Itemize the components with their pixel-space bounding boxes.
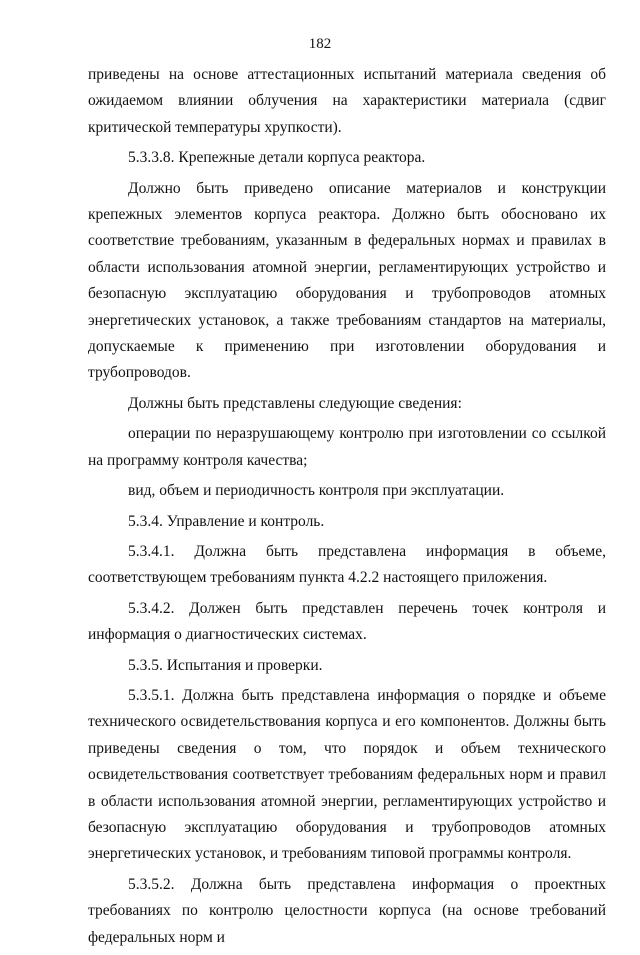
- paragraph-5-3-4-2: 5.3.4.2. Должен быть представлен перечень точек контроля и информация о диагностических системах.: [88, 599, 606, 644]
- list-item-ndt-operations: операции по неразрушающему контролю при изготовлении со ссылкой на программу контроля качества;: [88, 425, 606, 469]
- heading-5-3-5: 5.3.5. Испытания и проверки.: [128, 656, 323, 674]
- paragraph-continuation: приведены на основе аттестационных испытаний материала сведения об ожидаемом влиянии облучения на характеристики материала (сдвиг критической температуры хрупкости).: [88, 66, 606, 136]
- paragraph-required-info: Должны быть представлены следующие сведения:: [128, 394, 462, 412]
- paragraph-fasteners-description: Должно быть приведено описание материалов и конструкции крепежных элементов корпуса реактора. Должно быть обосновано их соответствие требованиям, указанным в федеральных нормах и правилах в области использования атомной энергии, регламентирующих устройство и безопасную эксплуатацию оборудования и трубопроводов атомных энергетических установок, а также требованиям стандартов на материалы, допускаемые к применению при изготовлении оборудования и трубопроводов.: [88, 179, 606, 382]
- paragraph-5-3-4-1: 5.3.4.1. Должна быть представлена информация в объеме, соответствующем требованиям пункта 4.2.2 настоящего приложения.: [88, 542, 606, 587]
- body-text: [88, 62, 606, 955]
- paragraph-5-3-5-1: 5.3.5.1. Должна быть представлена информация о порядке и объеме технического освидетельствования корпуса и его компонентов. Должны быть приведены сведения о том, что порядок и объем технического освидетельствования соответствует требованиям федеральных норм и правил в области использования атомной энергии, регламентирующих устройство и безопасную эксплуатацию оборудования и трубопроводов атомных энергетических установок, и требованиям типовой программы контроля.: [88, 686, 606, 863]
- paragraph-5-3-5-2: 5.3.5.2. Должна быть представлена информация о проектных требованиях по контролю целостности корпуса (на основе требований федеральных норм и: [88, 875, 606, 946]
- heading-5-3-4: 5.3.4. Управление и контроль.: [128, 512, 325, 530]
- list-item-inspection-scope: вид, объем и периодичность контроля при эксплуатации.: [128, 482, 505, 500]
- heading-5-3-3-8: 5.3.3.8. Крепежные детали корпуса реактора.: [128, 149, 426, 167]
- page-number: 182: [308, 36, 332, 52]
